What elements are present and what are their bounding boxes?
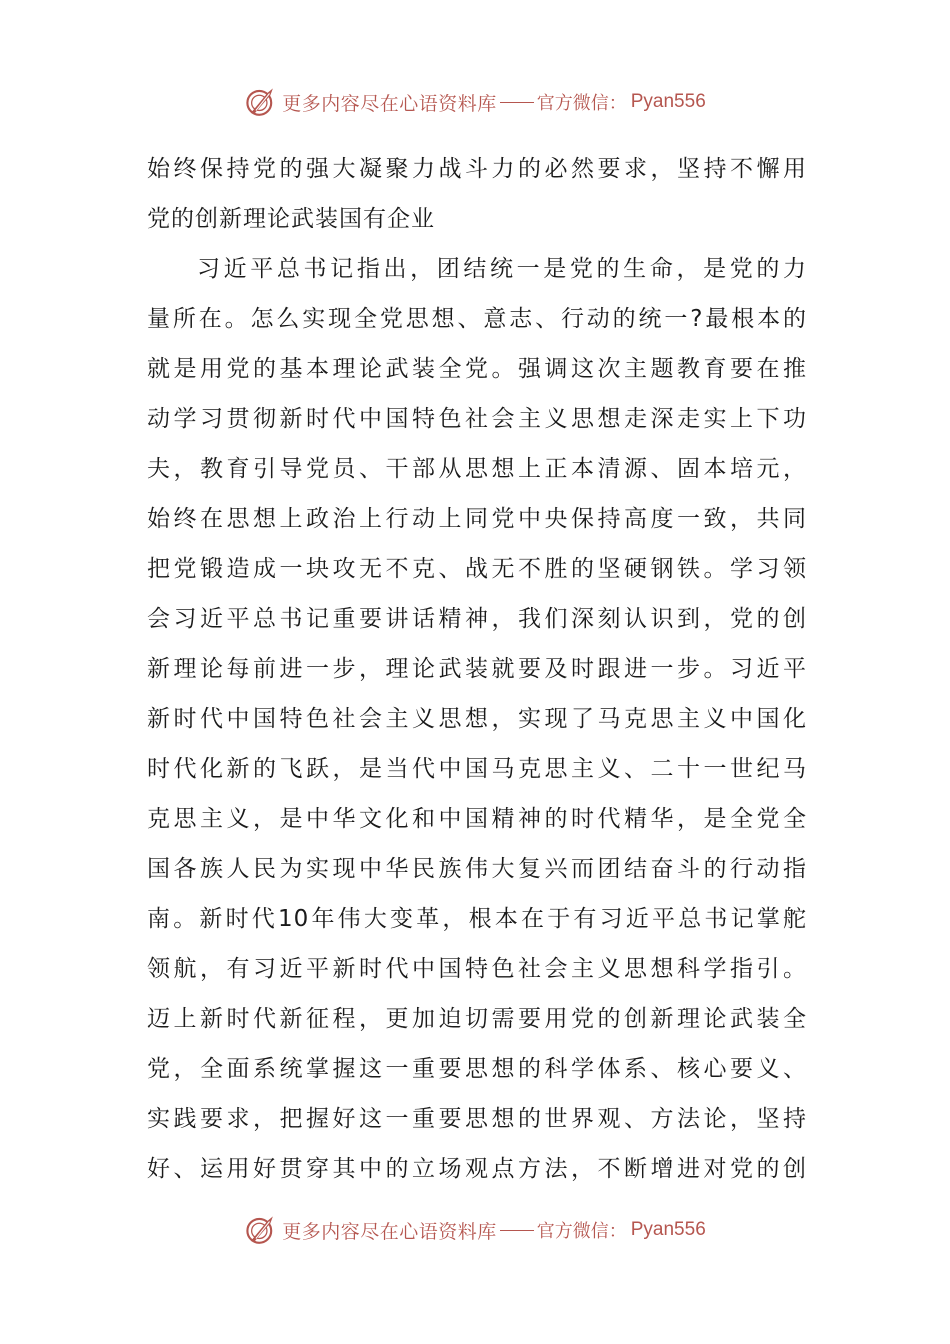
text-line: 党的创新理论武装国有企业	[147, 206, 435, 232]
text-line: 始终保持党的强大凝聚力战斗力的必然要求，坚持不懈用	[147, 156, 807, 182]
header-wechat-label: 官方微信：	[536, 93, 627, 114]
text-line: 迈上新时代新征程，更加迫切需要用党的创新理论武装全	[147, 1006, 807, 1032]
text-line: 新理论每前进一步，理论武装就要及时跟进一步。习近平	[147, 656, 807, 682]
header-banner-content	[244, 85, 706, 119]
header-banner	[0, 82, 950, 122]
text-line: 会习近平总书记重要讲话精神，我们深刻认识到，党的创	[147, 606, 807, 632]
text-line: 时代化新的飞跃，是当代中国马克思主义、二十一世纪马	[147, 756, 807, 782]
text-line: 国各族人民为实现中华民族伟大复兴而团结奋斗的行动指	[147, 856, 807, 882]
footer-banner-dash	[500, 1230, 534, 1231]
text-line: 就是用党的基本理论武装全党。强调这次主题教育要在推	[147, 356, 807, 382]
footer-banner-content	[244, 1213, 706, 1247]
footer-site-text: 更多内容尽在心语资料库	[282, 1220, 497, 1243]
pen-nib-logo-icon	[244, 1213, 278, 1247]
paragraph-first-line: 习近平总书记指出，团结统一是党的生命，是党的力	[197, 256, 807, 282]
footer-wechat-label: 官方微信：	[536, 1221, 627, 1242]
text-line: 领航，有习近平新时代中国特色社会主义思想科学指引。	[147, 956, 807, 982]
header-site-text: 更多内容尽在心语资料库	[282, 92, 497, 115]
footer-banner	[0, 1210, 950, 1250]
text-line: 夫，教育引导党员、干部从思想上正本清源、固本培元，	[147, 456, 807, 482]
footer-wechat-id: Pyan556	[630, 1219, 706, 1240]
text-line: 好、运用好贯穿其中的立场观点方法，不断增进对党的创	[147, 1156, 807, 1182]
text-line: 动学习贯彻新时代中国特色社会主义思想走深走实上下功	[147, 406, 807, 432]
text-line: 实践要求，把握好这一重要思想的世界观、方法论，坚持	[147, 1106, 807, 1132]
pen-nib-logo-icon	[244, 85, 278, 119]
header-banner-dash	[500, 102, 534, 103]
text-line: 把党锻造成一块攻无不克、战无不胜的坚硬钢铁。学习领	[147, 556, 807, 582]
header-wechat-id: Pyan556	[630, 91, 706, 112]
text-line: 量所在。怎么实现全党思想、意志、行动的统一?最根本的	[147, 306, 807, 332]
text-line: 党，全面系统掌握这一重要思想的科学体系、核心要义、	[147, 1056, 807, 1082]
text-line: 南。新时代10年伟大变革，根本在于有习近平总书记掌舵	[147, 906, 807, 932]
text-line: 新时代中国特色社会主义思想，实现了马克思主义中国化	[147, 706, 807, 732]
text-line: 克思主义，是中华文化和中国精神的时代精华，是全党全	[147, 806, 807, 832]
text-line: 始终在思想上政治上行动上同党中央保持高度一致，共同	[147, 506, 807, 532]
document-body	[147, 144, 807, 1194]
